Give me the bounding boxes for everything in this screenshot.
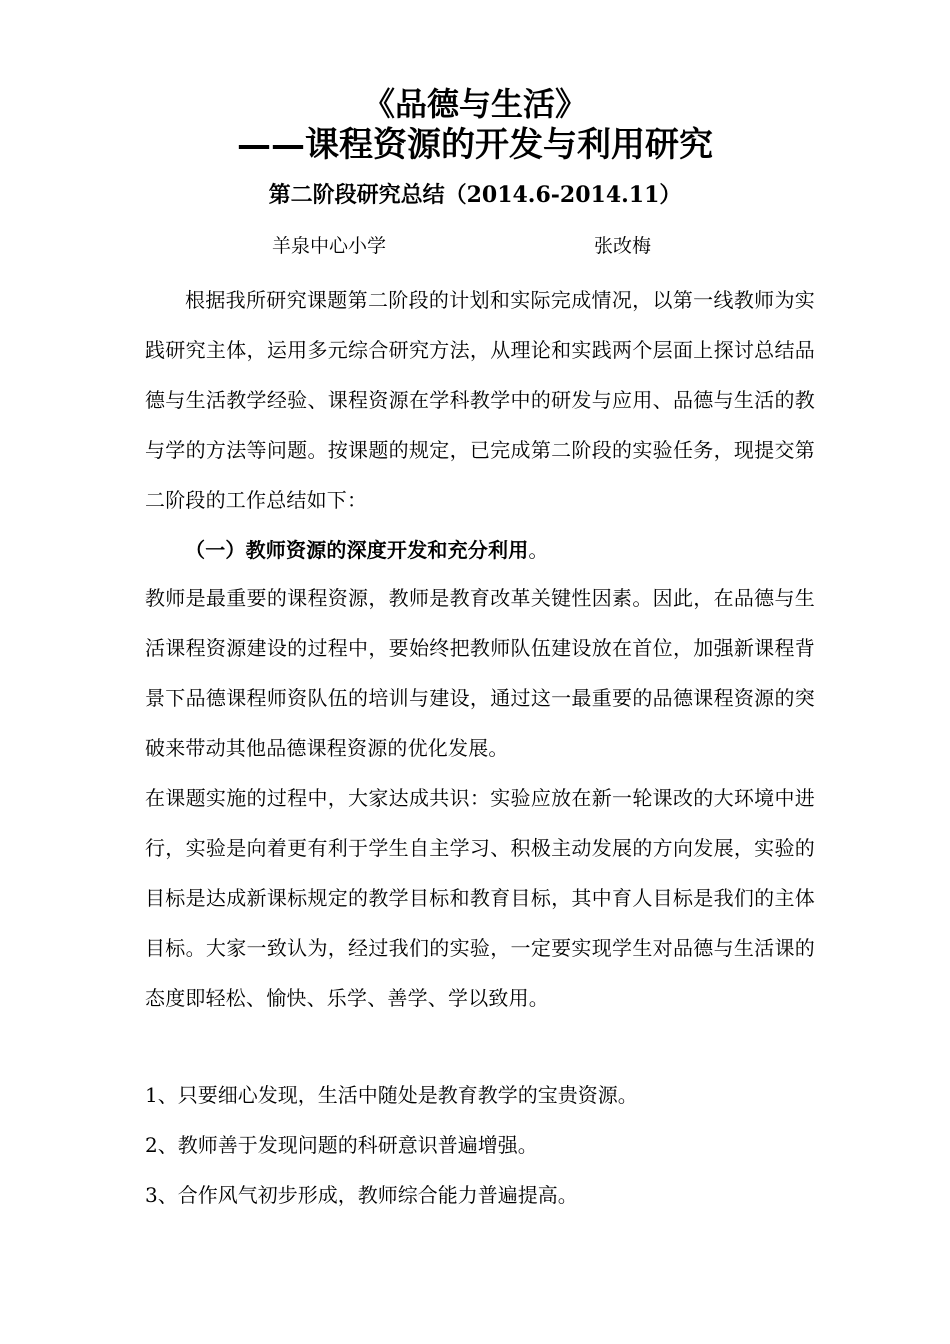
- section-heading-text: （一）教师资源的深度开发和充分利用: [185, 538, 529, 562]
- paragraph-consensus: 在课题实施的过程中，大家达成共识：实验应放在新一轮课改的大环境中进行，实验是向着更有利于学生自主学习、积极主动发展的方向发展，实验的目标是达成新课标规定的教学目标和教育目标，其中育人目标是我们的主体目标。大家一致认为，经过我们的实验，一定要实现学生对品德与生活课的态度即轻松、愉快、乐学、善学、学以致用。: [145, 786, 815, 1010]
- section-heading: [185, 525, 815, 575]
- subtitle: 第二阶段研究总结（2014.6-2014.11）: [268, 182, 682, 208]
- section-heading-punct: 。: [528, 538, 549, 562]
- title-line-2: ——课程资源的开发与利用研究: [237, 125, 713, 165]
- list-item: 1、只要细心发现，生活中随处是教育教学的宝贵资源。: [145, 1083, 638, 1107]
- author-name: 张改梅: [594, 235, 652, 257]
- intro-paragraph: 根据我所研究课题第二阶段的计划和实际完成情况，以第一线教师为实践研究主体，运用多元综合研究方法，从理论和实践两个层面上探讨总结品德与生活教学经验、课程资源在学科教学中的研发与应用、品德与生活的教与学的方法等问题。按课题的规定，已完成第二阶段的实验任务，现提交第二阶段的工作总结如下：: [145, 288, 815, 512]
- paragraph-teacher-resource: 教师是最重要的课程资源，教师是教育改革关键性因素。因此，在品德与生活课程资源建设的过程中，要始终把教师队伍建设放在首位，加强新课程背景下品德课程师资队伍的培训与建设，通过这一最重要的品德课程资源的突破来带动其他品德课程资源的优化发展。: [145, 586, 815, 760]
- title-line-1: 《品德与生活》: [362, 85, 587, 123]
- list-item: 2、教师善于发现问题的科研意识普遍增强。: [145, 1133, 538, 1157]
- school-name: 羊泉中心小学: [272, 235, 387, 257]
- list-item: 3、合作风气初步形成，教师综合能力普遍提高。: [145, 1183, 578, 1207]
